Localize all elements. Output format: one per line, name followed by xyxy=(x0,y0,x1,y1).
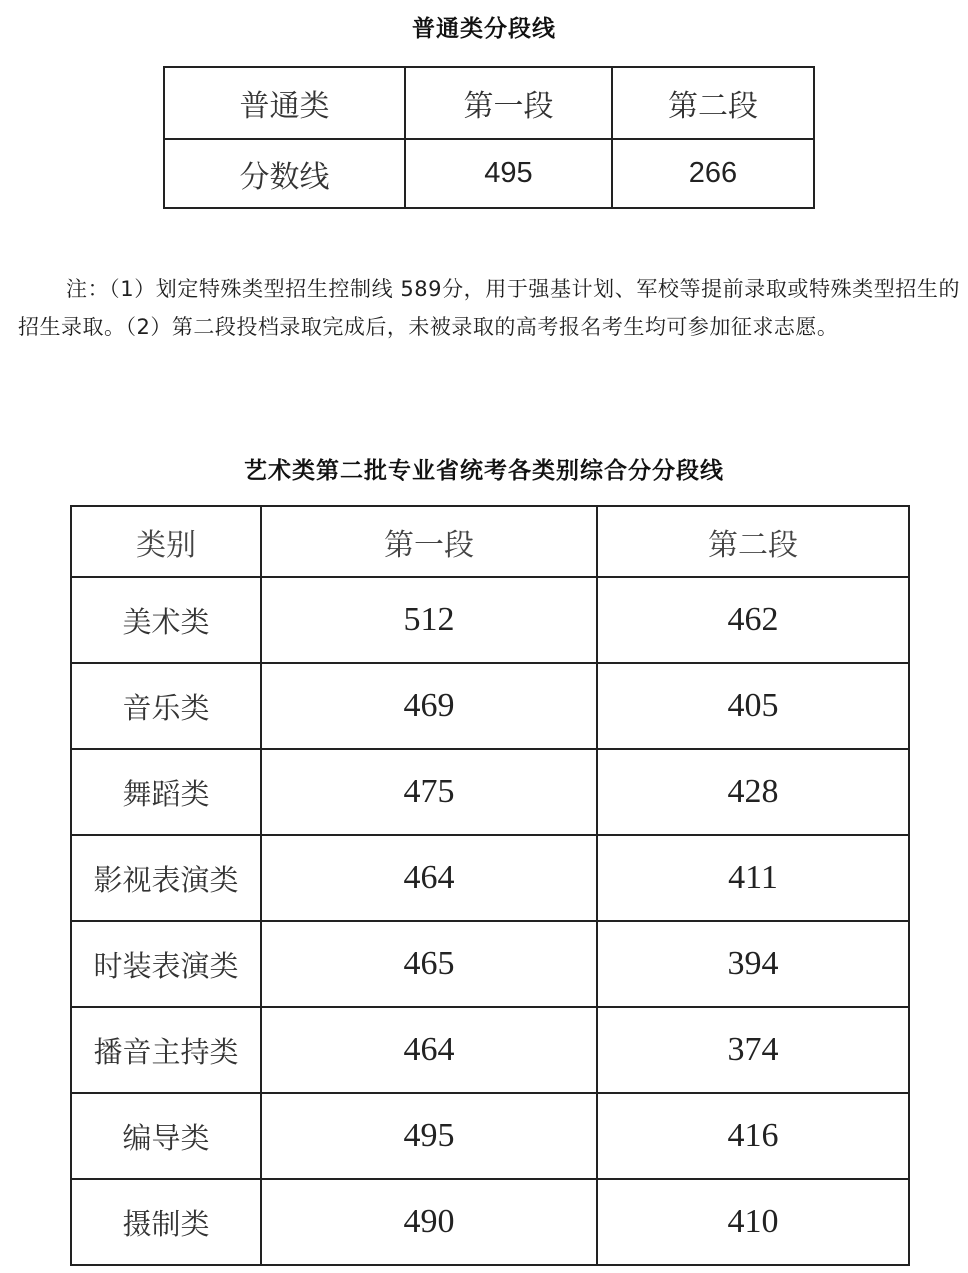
second-tier-score-cell: 428 xyxy=(597,749,909,835)
second-tier-score-cell: 405 xyxy=(597,663,909,749)
category-cell: 舞蹈类 xyxy=(71,749,261,835)
first-tier-score-cell: 464 xyxy=(261,835,597,921)
second-tier-score-cell: 462 xyxy=(597,577,909,663)
second-tier-score-cell: 266 xyxy=(612,139,814,208)
category-cell: 影视表演类 xyxy=(71,835,261,921)
category-cell: 编导类 xyxy=(71,1093,261,1179)
first-tier-score-cell: 512 xyxy=(261,577,597,663)
table-row xyxy=(71,749,909,835)
table-row xyxy=(164,139,814,208)
row-label-cell: 分数线 xyxy=(164,139,405,208)
category-cell: 播音主持类 xyxy=(71,1007,261,1093)
table-header-row xyxy=(71,506,909,577)
category-cell: 时装表演类 xyxy=(71,921,261,1007)
second-tier-score-cell: 416 xyxy=(597,1093,909,1179)
first-tier-score-cell: 464 xyxy=(261,1007,597,1093)
table-row xyxy=(71,835,909,921)
category-cell: 美术类 xyxy=(71,577,261,663)
table-row xyxy=(71,1179,909,1265)
category-cell: 摄制类 xyxy=(71,1179,261,1265)
general-section-title: 普通类分段线 xyxy=(412,16,556,42)
table-header-row xyxy=(164,67,814,139)
second-tier-score-cell: 374 xyxy=(597,1007,909,1093)
table-row xyxy=(71,1093,909,1179)
header-cell-category: 普通类 xyxy=(164,67,405,139)
table-row xyxy=(71,921,909,1007)
table-row xyxy=(71,1007,909,1093)
first-tier-score-cell: 469 xyxy=(261,663,597,749)
header-cell-second-tier: 第二段 xyxy=(612,67,814,139)
table-row xyxy=(71,577,909,663)
first-tier-score-cell: 465 xyxy=(261,921,597,1007)
first-tier-score-cell: 495 xyxy=(405,139,612,208)
header-cell-category: 类别 xyxy=(71,506,261,577)
art-cutoff-table xyxy=(70,505,910,1266)
second-tier-score-cell: 411 xyxy=(597,835,909,921)
art-section-title: 艺术类第二批专业省统考各类别综合分分段线 xyxy=(244,458,724,484)
general-cutoff-table xyxy=(163,66,815,209)
header-cell-first-tier: 第一段 xyxy=(261,506,597,577)
note-paragraph: 注：（1）划定特殊类型招生控制线 589分，用于强基计划、军校等提前录取或特殊类型招生的招生录取。（2）第二段投档录取完成后，未被录取的高考报名考生均可参加征求志愿。 xyxy=(18,277,960,339)
first-tier-score-cell: 495 xyxy=(261,1093,597,1179)
first-tier-score-cell: 475 xyxy=(261,749,597,835)
second-tier-score-cell: 394 xyxy=(597,921,909,1007)
first-tier-score-cell: 490 xyxy=(261,1179,597,1265)
header-cell-second-tier: 第二段 xyxy=(597,506,909,577)
header-cell-first-tier: 第一段 xyxy=(405,67,612,139)
second-tier-score-cell: 410 xyxy=(597,1179,909,1265)
table-row xyxy=(71,663,909,749)
category-cell: 音乐类 xyxy=(71,663,261,749)
